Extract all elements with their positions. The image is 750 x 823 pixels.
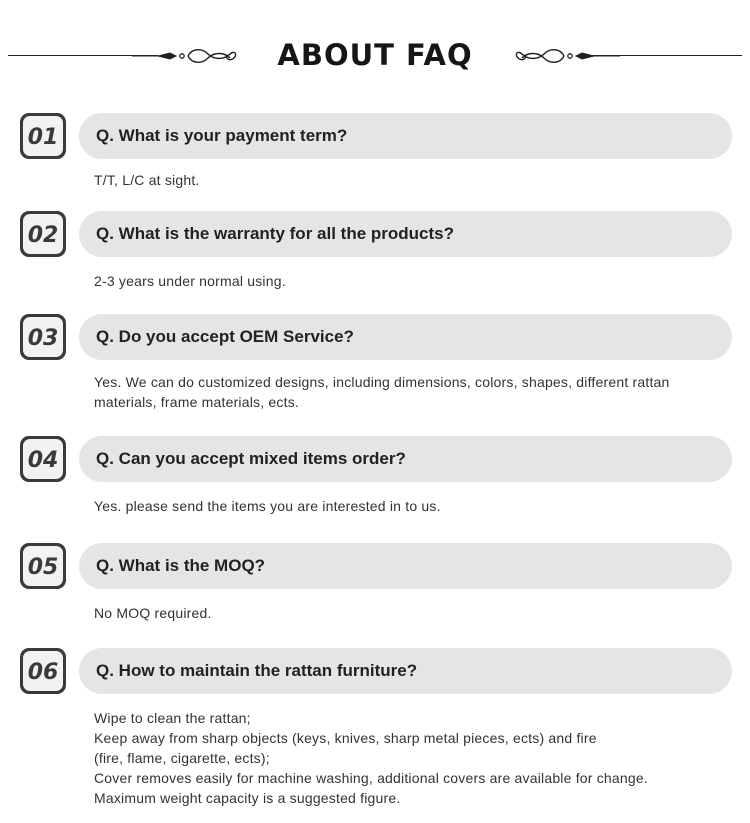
number-badge-text: 06 — [27, 660, 59, 685]
number-badge — [20, 648, 66, 694]
number-badge — [20, 436, 66, 482]
question-bar: Q. What is the warranty for all the products? — [79, 211, 732, 257]
answer-line: (fire, flame, cigarette, ects); — [94, 750, 270, 766]
header-rule-right — [592, 55, 742, 56]
question-bar: Q. What is the MOQ? — [79, 543, 732, 589]
answer-text — [94, 603, 734, 623]
number-badge-text: 01 — [27, 125, 59, 150]
answer-line: No MOQ required. — [94, 605, 212, 621]
faq-header — [0, 0, 750, 100]
number-badge — [20, 314, 66, 360]
number-badge-text: 03 — [27, 326, 59, 351]
number-badge-text: 04 — [27, 448, 59, 473]
number-badge — [20, 543, 66, 589]
answer-line: Cover removes easily for machine washing, additional covers are available for change. — [94, 770, 648, 786]
question-bar: Q. Can you accept mixed items order? — [79, 436, 732, 482]
question-bar: Q. How to maintain the rattan furniture? — [79, 648, 732, 694]
number-badge — [20, 113, 66, 159]
answer-line: Keep away from sharp objects (keys, knives, sharp metal pieces, ects) and fire — [94, 730, 597, 746]
answer-line: T/T, L/C at sight. — [94, 172, 200, 188]
answer-line: materials, frame materials, ects. — [94, 394, 299, 410]
answer-text — [94, 708, 734, 808]
question-bar: Q. What is your payment term? — [79, 113, 732, 159]
answer-text — [94, 496, 734, 516]
answer-text — [94, 170, 734, 190]
page-title: ABOUT FAQ — [277, 38, 473, 72]
answer-text — [94, 372, 734, 412]
answer-line: Yes. We can do customized designs, including dimensions, colors, shapes, different rattan — [94, 374, 670, 390]
number-badge — [20, 211, 66, 257]
answer-line: 2-3 years under normal using. — [94, 273, 286, 289]
answer-line: Yes. please send the items you are interested in to us. — [94, 498, 441, 514]
number-badge-text: 02 — [27, 223, 59, 248]
answer-line: Maximum weight capacity is a suggested figure. — [94, 790, 401, 806]
flourish-right-icon — [512, 44, 622, 68]
question-bar: Q. Do you accept OEM Service? — [79, 314, 732, 360]
answer-text — [94, 271, 734, 291]
number-badge-text: 05 — [27, 555, 59, 580]
answer-line: Wipe to clean the rattan; — [94, 710, 251, 726]
